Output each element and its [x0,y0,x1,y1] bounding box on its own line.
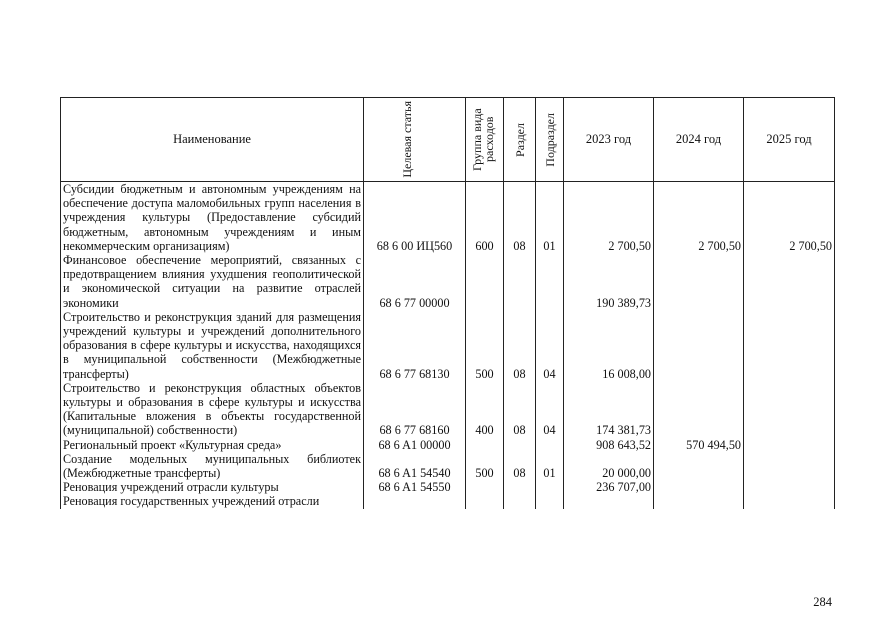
row-2025 [744,452,835,480]
row-group [466,253,504,310]
table-row [61,494,835,508]
row-2023: 20 000,00 [564,452,654,480]
header-2024: 2024 год [654,98,744,182]
row-section: 08 [504,381,536,438]
header-name: Наименование [61,98,364,182]
table-row [61,381,835,438]
row-code: 68 6 00 ИЦ560 [364,182,466,254]
row-2023: 908 643,52 [564,438,654,452]
table-row [61,253,835,310]
table-row [61,182,835,254]
header-section-text: Раздел [512,122,527,157]
row-name: Субсидии бюджетным и автономным учреждениям на обеспечение доступа маломобильных групп населения в учреждения культуры (Предоставление субсидий бюджетным, автономным учреждениям и иным некоммерческим организациям) [61,182,364,254]
row-group: 500 [466,310,504,381]
row-subsection: 01 [536,182,564,254]
row-code: 68 6 77 00000 [364,253,466,310]
row-code [364,494,466,508]
header-2023: 2023 год [564,98,654,182]
row-name: Региональный проект «Культурная среда» [61,438,364,452]
row-section: 08 [504,310,536,381]
row-section: 08 [504,182,536,254]
row-group [466,438,504,452]
row-group [466,494,504,508]
row-2023: 16 008,00 [564,310,654,381]
row-subsection [536,494,564,508]
header-expense-group-text: Группа вида расходов [469,108,496,171]
header-target-article [364,98,466,182]
page-number: 284 [813,595,832,609]
row-subsection [536,438,564,452]
row-2025 [744,494,835,508]
row-code: 68 6 A1 54550 [364,480,466,494]
row-2024 [654,253,744,310]
row-2025 [744,253,835,310]
row-2023: 190 389,73 [564,253,654,310]
row-2024: 570 494,50 [654,438,744,452]
row-code: 68 6 77 68160 [364,381,466,438]
row-2024 [654,480,744,494]
row-subsection: 01 [536,452,564,480]
row-name: Строительство и реконструкция областных объектов культуры и образования в сфере культуры и искусства (Капитальные вложения в объекты государственной (муниципальной) собственности) [61,381,364,438]
row-subsection: 04 [536,310,564,381]
row-name: Реновация государственных учреждений отрасли [61,494,364,508]
row-2023: 236 707,00 [564,480,654,494]
row-2023: 174 381,73 [564,381,654,438]
row-2025: 2 700,50 [744,182,835,254]
budget-table [60,97,835,509]
row-group: 500 [466,452,504,480]
table-header-row [61,98,835,182]
row-name: Строительство и реконструкция зданий для размещения учреждений культуры и учреждений дополнительного образования в сфере культуры и искусства, находящихся в муниципальной собственности (Межбюджетные трансферты) [61,310,364,381]
row-2024 [654,310,744,381]
header-section [504,98,536,182]
header-2025: 2025 год [744,98,835,182]
row-group: 400 [466,381,504,438]
header-expense-group [466,98,504,182]
row-code: 68 6 77 68130 [364,310,466,381]
row-name: Реновация учреждений отрасли культуры [61,480,364,494]
table-row [61,480,835,494]
header-subsection [536,98,564,182]
table-row [61,310,835,381]
row-2025 [744,480,835,494]
row-2025 [744,438,835,452]
header-subsection-text: Подраздел [542,112,557,167]
row-section [504,494,536,508]
row-subsection [536,253,564,310]
table-row [61,438,835,452]
row-section [504,438,536,452]
row-section [504,480,536,494]
row-2024: 2 700,50 [654,182,744,254]
row-code: 68 6 A1 00000 [364,438,466,452]
row-name: Финансовое обеспечение мероприятий, связанных с предотвращением влияния ухудшения геополитической и экономической ситуации на развитие отраслей экономики [61,253,364,310]
row-2025 [744,381,835,438]
row-name: Создание модельных муниципальных библиотек (Межбюджетные трансферты) [61,452,364,480]
row-2023: 2 700,50 [564,182,654,254]
row-code: 68 6 A1 54540 [364,452,466,480]
row-subsection: 04 [536,381,564,438]
row-2025 [744,310,835,381]
row-2024 [654,494,744,508]
row-group: 600 [466,182,504,254]
row-section [504,253,536,310]
row-2023 [564,494,654,508]
header-target-article-text: Целевая статья [399,101,414,178]
row-section: 08 [504,452,536,480]
row-group [466,480,504,494]
row-subsection [536,480,564,494]
row-2024 [654,381,744,438]
row-2024 [654,452,744,480]
table-row [61,452,835,480]
